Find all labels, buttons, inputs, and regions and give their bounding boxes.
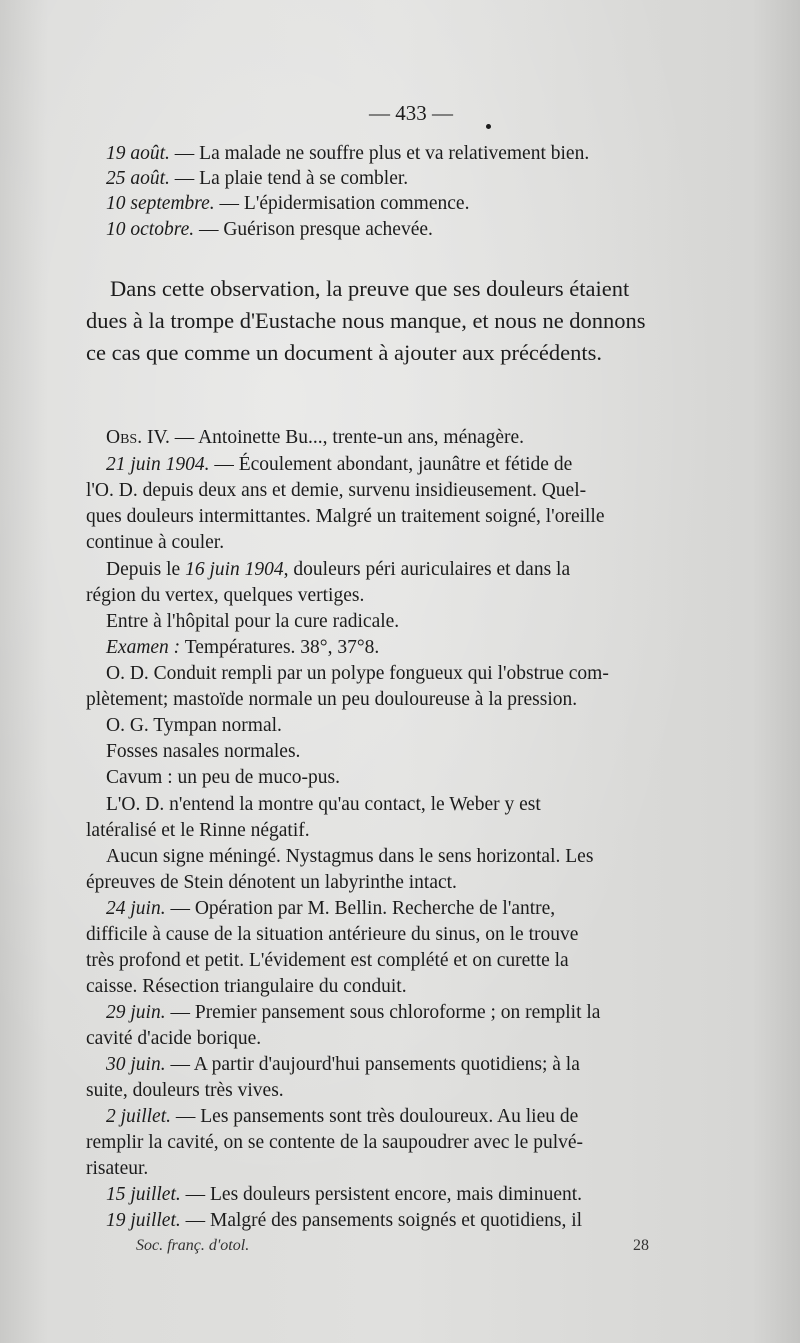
obs-text: — Écoulement abondant, jaunâtre et fétide de	[209, 454, 573, 475]
print-speck	[486, 124, 491, 129]
obs-date: 29 juin.	[106, 1002, 166, 1023]
obs-line-18	[106, 897, 555, 921]
obs-line-3: ques douleurs intermittantes. Malgré un traitement soigné, l'oreille	[86, 506, 605, 527]
obs-date: 24 juin.	[106, 898, 166, 919]
obs-line-20: très profond et petit. L'évidement est complété et on curette la	[86, 950, 569, 971]
obs-line-1	[106, 453, 708, 477]
footer-journal: Soc. franç. d'otol.	[136, 1237, 250, 1254]
obs-line-29	[106, 1183, 582, 1207]
entry-10-octobre	[106, 218, 433, 242]
entry-text: — L'épidermisation commence.	[214, 193, 470, 214]
entry-date: 25 août.	[106, 168, 170, 189]
obs-examen-label: Examen :	[106, 637, 181, 658]
obs-text: Depuis le	[106, 559, 186, 580]
obs-date: 30 juin.	[106, 1054, 166, 1075]
obs-line-19: difficile à cause de la situation antérieure du sinus, on le trouve	[86, 924, 579, 945]
obs-line-12: Fosses nasales normales.	[106, 741, 301, 762]
obs-line-11: O. G. Tympan normal.	[106, 715, 282, 736]
obs-line-13: Cavum : un peu de muco-pus.	[106, 767, 340, 788]
obs-text: — Malgré des pansements soignés et quotidiens, il	[180, 1210, 583, 1231]
obs-text: — Opération par M. Bellin. Recherche de l'antre,	[165, 898, 556, 919]
entry-text: — La plaie tend à se combler.	[169, 168, 409, 189]
obs-line-7: Entre à l'hôpital pour la cure radicale.	[106, 611, 400, 632]
obs-date: 15 juillet.	[106, 1184, 181, 1205]
obs-line-28: risateur.	[86, 1158, 149, 1179]
entry-date: 10 octobre.	[106, 219, 195, 240]
obs-line-10: plètement; mastoïde normale un peu douloureuse à la pression.	[86, 689, 578, 710]
entry-25-aout	[106, 167, 408, 191]
obs-date: 2 juillet.	[106, 1106, 171, 1127]
obs-date: 16 juin 1904	[185, 559, 284, 580]
obs-text: — A partir d'aujourd'hui pansements quotidiens; à la	[165, 1054, 580, 1075]
obs-line-16: Aucun signe méningé. Nystagmus dans le sens horizontal. Les	[106, 846, 594, 867]
entry-10-septembre	[106, 192, 469, 216]
obs-text: — Les douleurs persistent encore, mais diminuent.	[180, 1184, 583, 1205]
obs-date: 21 juin 1904.	[106, 454, 210, 475]
obs-line-22	[106, 1001, 600, 1025]
obs-date: 19 juillet.	[106, 1210, 181, 1231]
obs-line-6: région du vertex, quelques vertiges.	[86, 585, 365, 606]
obs-line-24	[106, 1053, 580, 1077]
obs-line-23: cavité d'acide borique.	[86, 1028, 262, 1049]
obs-line-21: caisse. Résection triangulaire du conduit.	[86, 976, 407, 997]
obs-heading	[106, 426, 524, 450]
obs-line-15: latéralisé et le Rinne négatif.	[86, 820, 310, 841]
paragraph-line-2: dues à la trompe d'Eustache nous manque, et nous ne donnons	[86, 308, 646, 333]
obs-line-26	[106, 1105, 578, 1129]
obs-line-5	[106, 558, 570, 582]
page-number: — 433 —	[369, 101, 453, 125]
obs-text: Températures. 38°, 37°8.	[180, 637, 380, 658]
obs-line-9: O. D. Conduit rempli par un polype fongueux qui l'obstrue com-	[106, 663, 609, 684]
paragraph-text: Dans cette observation, la preuve que ses douleurs étaient	[110, 276, 630, 301]
obs-line-14: L'O. D. n'entend la montre qu'au contact, le Weber y est	[106, 794, 541, 815]
footer-signature-mark: 28	[633, 1237, 649, 1254]
obs-label: Obs. IV.	[106, 427, 170, 448]
obs-heading-text: — Antoinette Bu..., trente-un ans, ménagère.	[169, 427, 525, 448]
obs-line-4: continue à couler.	[86, 532, 225, 553]
obs-line-8	[106, 636, 379, 660]
entry-date: 10 septembre.	[106, 193, 215, 214]
obs-text: — Les pansements sont très douloureux. Au lieu de	[171, 1106, 579, 1127]
entry-date: 19 août.	[106, 143, 170, 164]
entry-text: — La malade ne souffre plus et va relativement bien.	[169, 143, 590, 164]
obs-line-2: l'O. D. depuis deux ans et demie, survenu insidieusement. Quel-	[86, 480, 587, 501]
entry-text: — Guérison presque achevée.	[194, 219, 433, 240]
obs-line-17: épreuves de Stein dénotent un labyrinthe intact.	[86, 872, 457, 893]
obs-text: , douleurs péri auriculaires et dans la	[283, 559, 571, 580]
paragraph-line-3: ce cas que comme un document à ajouter aux précédents.	[86, 340, 603, 365]
obs-line-25: suite, douleurs très vives.	[86, 1080, 284, 1101]
obs-line-30	[106, 1209, 582, 1233]
entry-19-aout	[106, 142, 589, 166]
paragraph-line-1	[110, 275, 708, 303]
obs-line-27: remplir la cavité, on se contente de la saupoudrer avec le pulvé-	[86, 1132, 584, 1153]
obs-text: — Premier pansement sous chloroforme ; on remplit la	[165, 1002, 601, 1023]
